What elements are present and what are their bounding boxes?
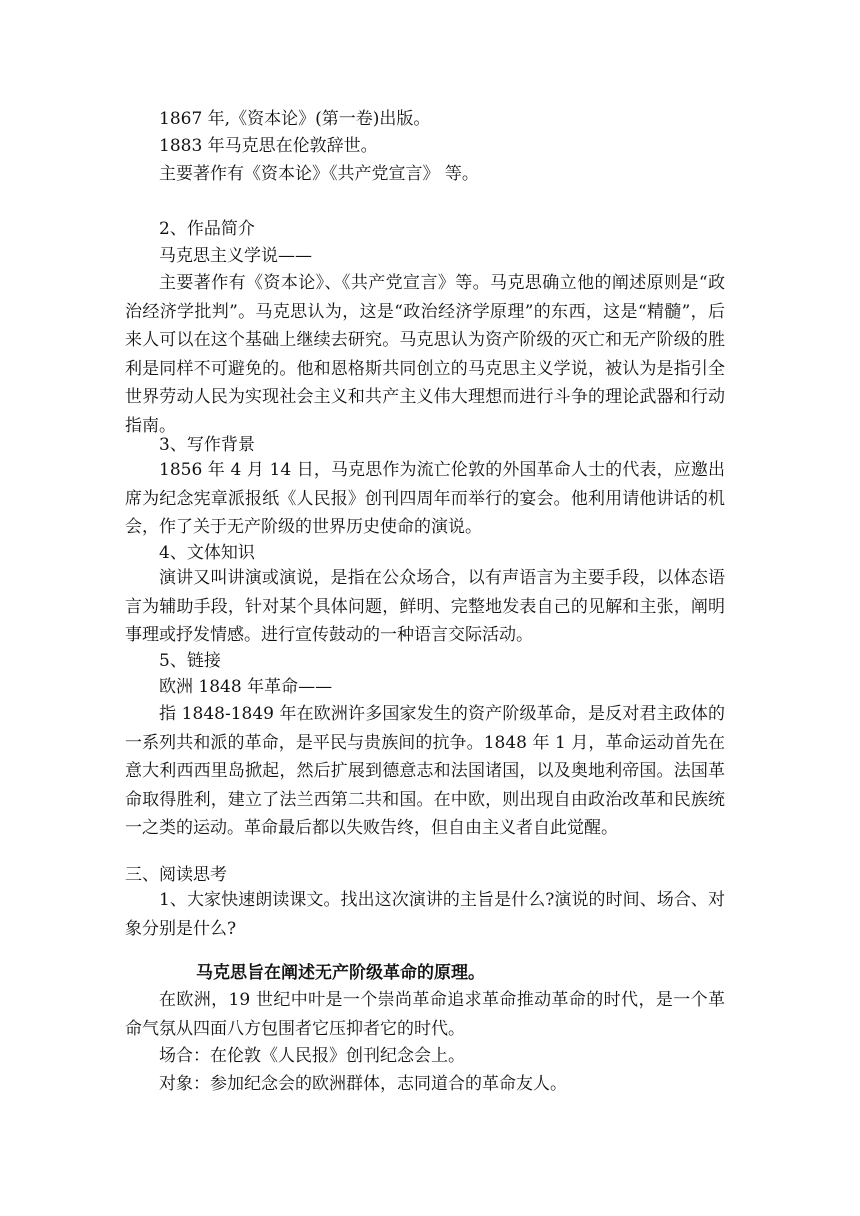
text-line-1883: 1883 年马克思在伦敦辞世。	[159, 136, 378, 156]
heading-background: 3、写作背景	[159, 435, 255, 455]
paragraph-style: 演讲又叫讲演或演说，是指在公众场合，以有声语言为主要手段，以体态语言为辅助手段，针对某个具体问题，鲜明、完整地发表自己的见解和主张，阐明事理或抒发情感。进行宣传鼓动的一种语言交际活动。	[125, 568, 725, 646]
paragraph-works: 主要著作有《资本论》、《共产党宣言》等。马克思确立他的阐述原则是“政治经济学批判”。马克思认为，这是“政治经济学原理”的东西，这是“精髓”，后来人可以在这个基础上继续去研究。马克思认为资产阶级的灭亡和无产阶级的胜利是同样不可避免的。他和恩格斯共同创立的马克思主义学说，被认为是指引全世界劳动人民为实现社会主义和共产主义伟大理想而进行斗争的理论武器和行动指南。	[125, 273, 725, 436]
subheading-marxism: 马克思主义学说——	[159, 246, 312, 266]
heading-reading: 三、阅读思考	[125, 865, 227, 885]
subheading-1848: 欧洲 1848 年革命——	[159, 677, 333, 697]
text-line-1867: 1867 年,《资本论》(第一卷)出版。	[159, 109, 431, 129]
answer-place: 场合：在伦敦《人民报》创刊纪念会上。	[159, 1046, 465, 1066]
answer-time: 在欧洲，19 世纪中叶是一个崇尚革命追求革命推动革命的时代，是一个革命气氛从四面八方包围者它压抑者它的时代。	[125, 990, 725, 1039]
answer-audience: 对象：参加纪念会的欧洲群体，志同道合的革命友人。	[159, 1074, 567, 1094]
heading-style: 4、文体知识	[159, 543, 255, 563]
answer-main-idea: 马克思旨在阐述无产阶级革命的原理。	[196, 963, 485, 983]
paragraph-background: 1856 年 4 月 14 日，马克思作为流亡伦敦的外国革命人士的代表，应邀出席为纪念宪章派报纸《人民报》创刊四周年而举行的宴会。他利用请他讲话的机会，作了关于无产阶级的世界历史使命的演说。	[125, 460, 725, 538]
paragraph-1848: 指 1848-1849 年在欧洲许多国家发生的资产阶级革命，是反对君主政体的一系列共和派的革命，是平民与贵族间的抗争。1848 年 1 月，革命运动首先在意大利西西里岛掀起，然后扩展到德意志和法国诸国，以及奥地利帝国。法国革命取得胜利，建立了法兰西第二共和国。在中欧，则出现自由政治改革和民族统一之类的运动。革命最后都以失败告终，但自由主义者自此觉醒。	[125, 704, 725, 839]
heading-works-intro: 2、作品简介	[159, 219, 255, 239]
question-1: 1、大家快速朗读课文。找出这次演讲的主旨是什么?演说的时间、场合、对象分别是什么?	[125, 890, 725, 939]
text-line-works: 主要著作有《资本论》《共产党宣言》 等。	[159, 164, 479, 184]
heading-link: 5、链接	[159, 651, 221, 671]
